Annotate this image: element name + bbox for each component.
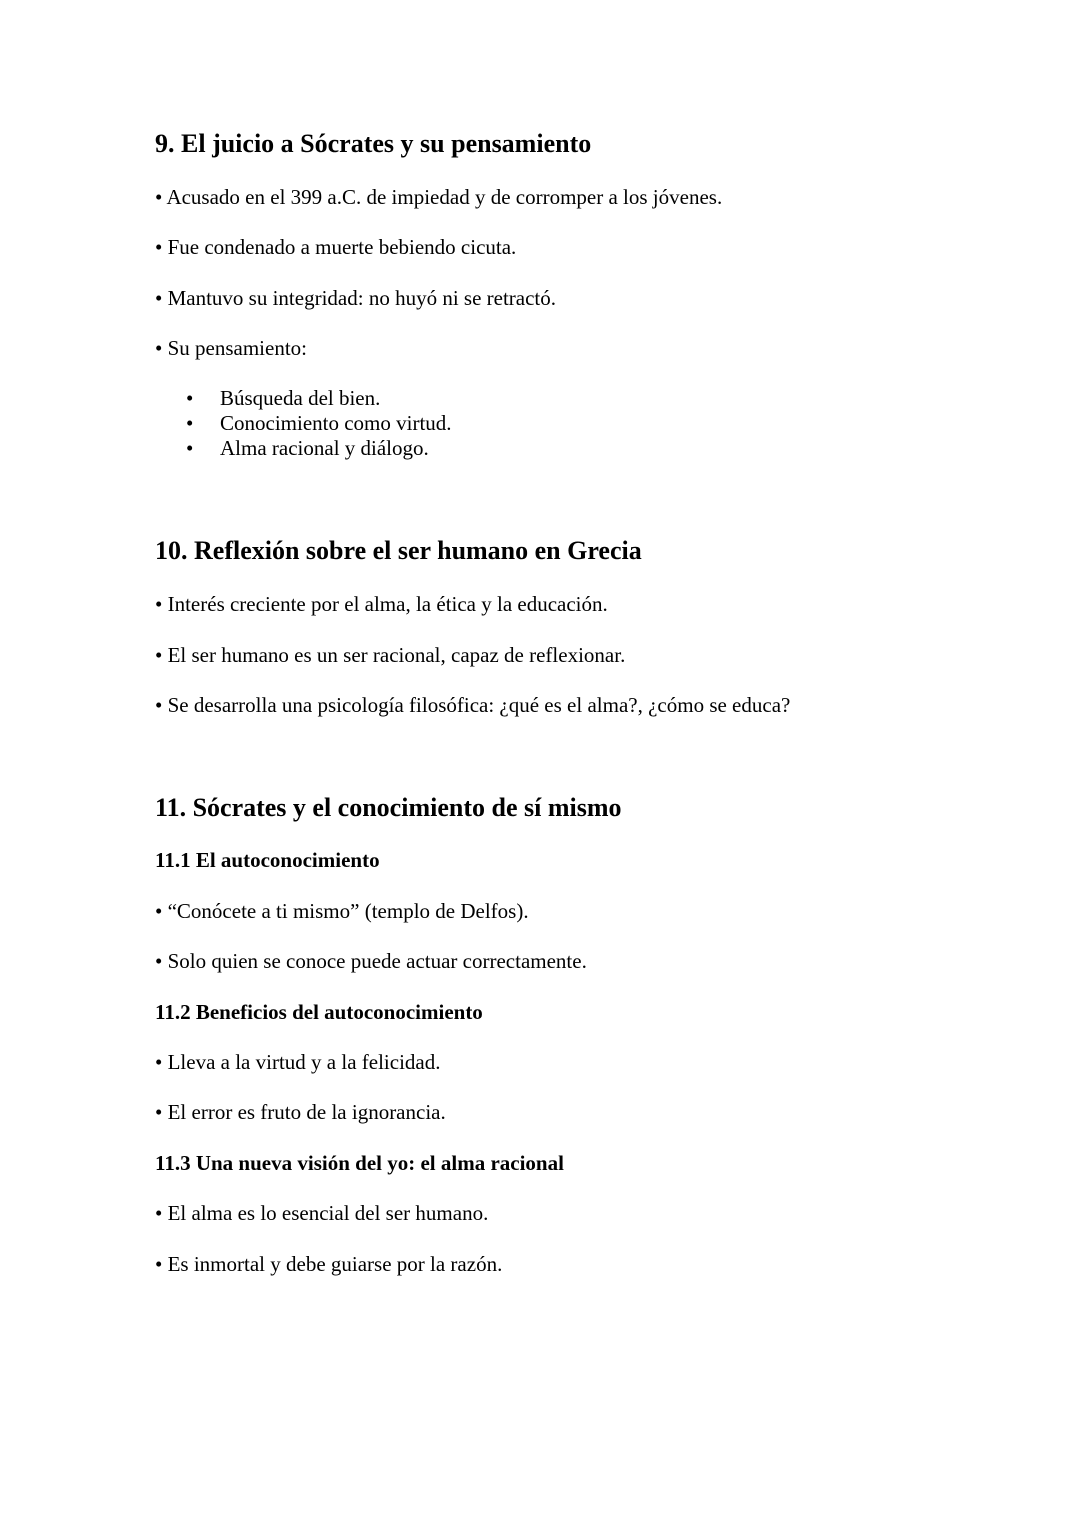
sublist-item-text: Conocimiento como virtud. <box>220 411 452 435</box>
subsection-11-2-heading: 11.2 Beneficios del autoconocimiento <box>155 1000 483 1024</box>
section-10-heading: 10. Reflexión sobre el ser humano en Grecia <box>155 536 642 565</box>
subsection-11-1-bullet-1: • “Conócete a ti mismo” (templo de Delfos). <box>155 899 529 923</box>
section-9-heading: 9. El juicio a Sócrates y su pensamiento <box>155 129 592 158</box>
sublist-bullet-marker: • <box>186 386 194 410</box>
section-9-bullet-4: • Su pensamiento: <box>155 336 308 360</box>
section-10-bullet-2: • El ser humano es un ser racional, capaz de reflexionar. <box>155 643 626 667</box>
section-9-bullet-2: • Fue condenado a muerte bebiendo cicuta. <box>155 235 517 259</box>
sublist-item-text: Búsqueda del bien. <box>220 386 381 410</box>
sublist-bullet-marker: • <box>186 411 194 435</box>
sublist-item-text: Alma racional y diálogo. <box>220 436 429 460</box>
section-10-bullet-1: • Interés creciente por el alma, la ética y la educación. <box>155 592 608 616</box>
subsection-11-3-heading: 11.3 Una nueva visión del yo: el alma racional <box>155 1151 564 1175</box>
sublist-bullet-marker: • <box>186 436 194 460</box>
subsection-11-3-bullet-2: • Es inmortal y debe guiarse por la razón. <box>155 1252 503 1276</box>
section-11-heading: 11. Sócrates y el conocimiento de sí mismo <box>155 793 622 822</box>
section-9-bullet-3: • Mantuvo su integridad: no huyó ni se retractó. <box>155 286 557 310</box>
subsection-11-3-bullet-1: • El alma es lo esencial del ser humano. <box>155 1201 489 1225</box>
section-10-bullet-3: • Se desarrolla una psicología filosófica: ¿qué es el alma?, ¿cómo se educa? <box>155 693 791 717</box>
section-9-bullet-1: • Acusado en el 399 a.C. de impiedad y de corromper a los jóvenes. <box>155 185 723 209</box>
subsection-11-1-heading: 11.1 El autoconocimiento <box>155 848 380 872</box>
subsection-11-2-bullet-2: • El error es fruto de la ignorancia. <box>155 1100 446 1124</box>
subsection-11-1-bullet-2: • Solo quien se conoce puede actuar correctamente. <box>155 949 587 973</box>
subsection-11-2-bullet-1: • Lleva a la virtud y a la felicidad. <box>155 1050 441 1074</box>
